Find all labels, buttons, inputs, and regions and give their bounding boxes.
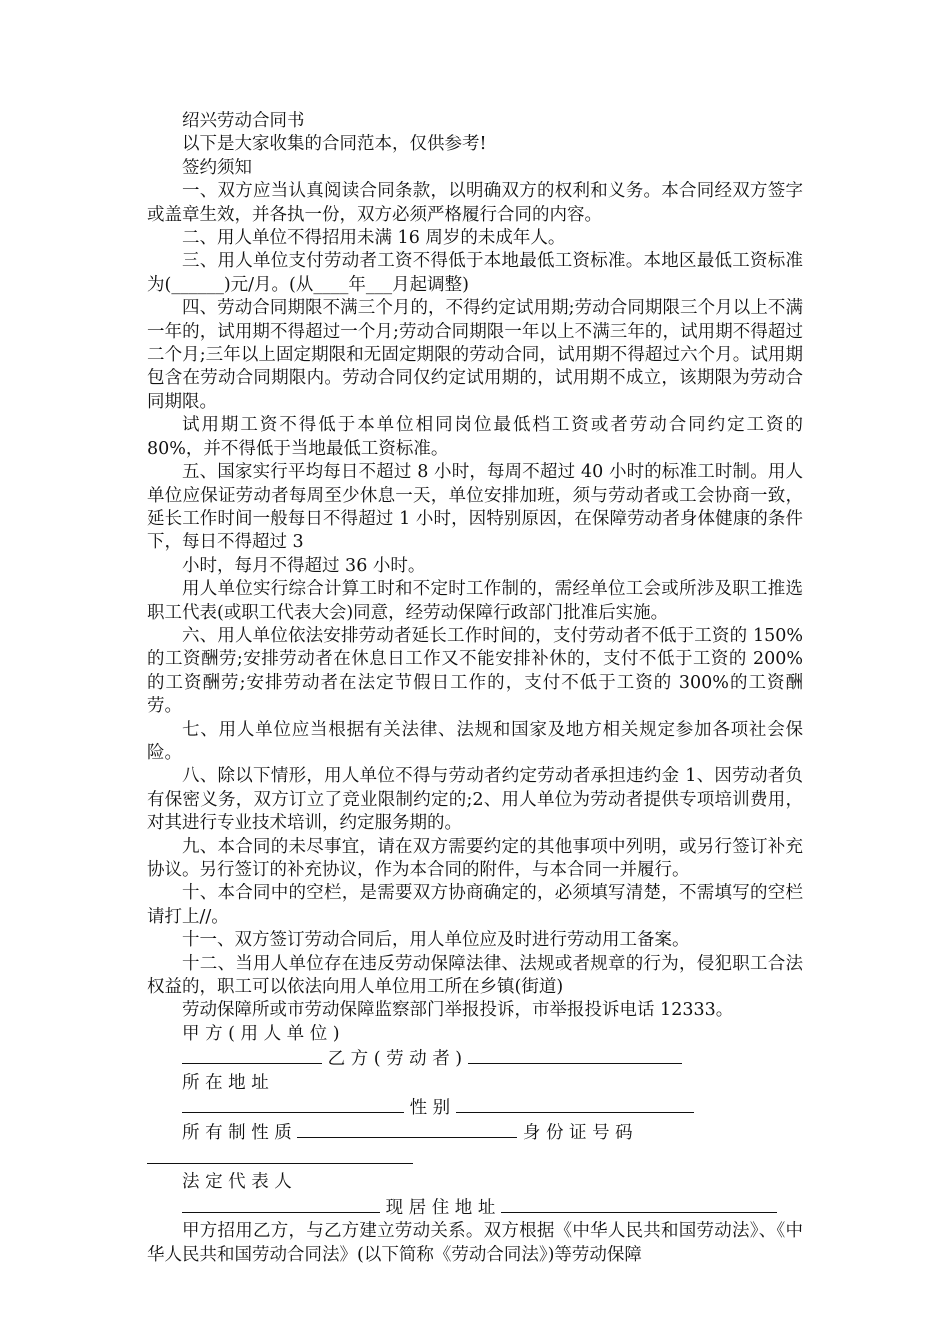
gender-blank[interactable] [456, 1095, 694, 1113]
form-row-legal-rep [147, 1171, 803, 1194]
residence-blank[interactable] [501, 1195, 777, 1213]
clause-2: 二、用人单位不得招用未满 16 周岁的未成年人。 [182, 228, 566, 249]
clause-12-continued: 劳动保障所或市劳动保障监察部门举报投诉，市举报投诉电话 12333。 [182, 1000, 734, 1021]
clause-11: 十一、双方签订劳动合同后，用人单位应及时进行劳动用工备案。 [182, 930, 690, 951]
intro-text: 以下是大家收集的合同范本，仅供参考! [182, 134, 487, 155]
ownership-blank[interactable] [297, 1120, 517, 1138]
form-row-address [147, 1072, 803, 1095]
legal-rep-label: 法 定 代 表 人 [182, 1172, 292, 1193]
id-number-blank[interactable] [147, 1146, 413, 1164]
clause-12: 十二、当用人单位存在违反劳动保障法律、法规或者规章的行为，侵犯职工合法权益的，职工可以依法向用人单位用工所在乡镇(街道) [147, 953, 803, 998]
party-b-label: 乙 方 ( 劳 动 者 ) [327, 1049, 463, 1070]
form-row-party-b [147, 1046, 803, 1071]
clause-4-probation-wage: 试用期工资不得低于本单位相同岗位最低档工资或者劳动合同约定工资的 80%，并不得低于当地最低工资标准。 [147, 415, 803, 459]
clause-5: 五、国家实行平均每日不超过 8 小时，每周不超过 40 小时的标准工时制。用人单位应保证劳动者每周至少休息一天，单位安排加班，须与劳动者或工会协商一致，延长工作时间一般每日不得超过 1 小时，因特别原因，在保障劳动者身体健康的条件下，每日不得超过 3 [147, 462, 803, 553]
clause-5-continued: 小时，每月不得超过 36 小时。 [182, 555, 426, 576]
form-row-ownership [147, 1120, 803, 1145]
clause-9: 九、本合同的未尽事宜，请在双方需要约定的其他事项中列明，或另行签订补充协议。另行签订的补充协议，作为本合同的附件，与本合同一并履行。 [147, 836, 803, 880]
clause-1: 一、双方应当认真阅读合同条款，以明确双方的权利和义务。本合同经双方签字或盖章生效，并各执一份，双方必须严格履行合同的内容。 [147, 181, 803, 225]
closing-paragraph: 甲方招用乙方，与乙方建立劳动关系。双方根据《中华人民共和国劳动法》、《中华人民共和国劳动合同法》(以下简称《劳动合同法》)等劳动保障 [147, 1221, 803, 1265]
party-a-label: 甲 方 ( 用 人 单 位 ) [182, 1023, 340, 1044]
notice-heading: 签约须知 [182, 157, 252, 178]
clause-4: 四、劳动合同期限不满三个月的，不得约定试用期;劳动合同期限三个月以上不满一年的，试用期不得超过一个月;劳动合同期限一年以上不满三年的，试用期不得超过二个月;三年以上固定期限和无固定期限的劳动合同，试用期不得超过六个月。试用期包含在劳动合同期限内。劳动合同仅约定试用期的，试用期不成立，该期限为劳动合同期限。 [147, 298, 803, 412]
form-row-id-blank [147, 1146, 803, 1171]
legal-rep-blank[interactable] [182, 1195, 380, 1213]
address-label: 所 在 地 址 [182, 1072, 269, 1093]
clause-3: 三、用人单位支付劳动者工资不得低于本地最低工资标准。本地区最低工资标准为(______)元/月。(从____年___月起调整) [147, 251, 803, 295]
clause-10: 十、本合同中的空栏，是需要双方协商确定的，必须填写清楚，不需填写的空栏请打上//。 [147, 883, 803, 927]
clause-5-flexible-hours: 用人单位实行综合计算工时和不定时工作制的，需经单位工会或所涉及职工推选职工代表(或职工代表大会)同意，经劳动保障行政部门批准后实施。 [147, 579, 803, 623]
form-row-party-a [147, 1023, 803, 1046]
address-blank[interactable] [182, 1095, 404, 1113]
document-title: 绍兴劳动合同书 [182, 111, 305, 131]
form-row-gender [147, 1095, 803, 1120]
form-row-residence [147, 1195, 803, 1220]
clause-6: 六、用人单位依法安排劳动者延长工作时间的，支付劳动者不低于工资的 150%的工资酬劳;安排劳动者在休息日工作又不能安排补休的，支付不低于工资的 200%的工资酬劳;安排劳动者在法定节假日工作的，支付不低于工资的 300%的工资酬劳。 [147, 625, 803, 717]
clause-7: 七、用人单位应当根据有关法律、法规和国家及地方相关规定参加各项社会保险。 [147, 719, 803, 763]
contract-document [147, 110, 803, 1267]
party-a-blank[interactable] [182, 1046, 322, 1064]
clause-8: 八、除以下情形，用人单位不得与劳动者约定劳动者承担违约金 1、因劳动者负有保密义务，双方订立了竞业限制约定的;2、用人单位为劳动者提供专项培训费用，对其进行专业技术培训，约定服务期的。 [147, 766, 803, 834]
residence-label: 现 居 住 地 址 [385, 1197, 496, 1218]
ownership-label: 所 有 制 性 质 [182, 1123, 292, 1144]
party-b-blank[interactable] [468, 1046, 682, 1064]
gender-label: 性 别 [409, 1098, 451, 1119]
id-number-label: 身 份 证 号 码 [522, 1123, 633, 1144]
